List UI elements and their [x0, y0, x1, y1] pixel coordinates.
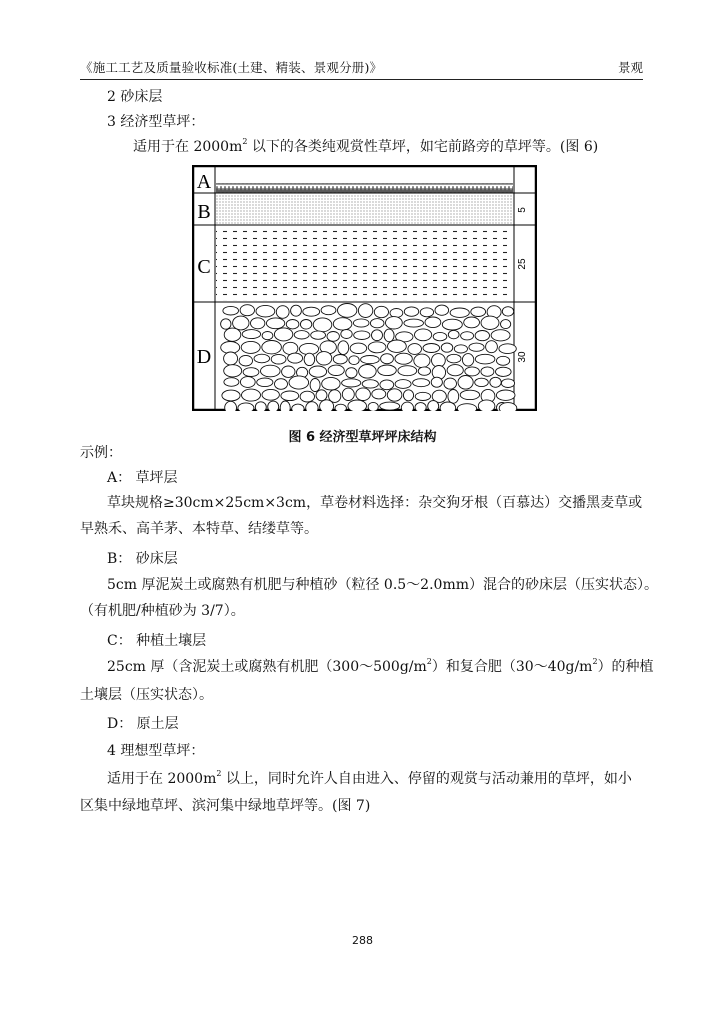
- gravel-stone: [254, 354, 270, 363]
- gravel-stone: [291, 305, 302, 316]
- gravel-stone: [457, 404, 476, 411]
- gravel-stone: [316, 352, 332, 365]
- gravel-stone: [350, 343, 367, 353]
- gravel-stone: [380, 402, 400, 410]
- gravel-stone: [306, 402, 318, 411]
- gravel-stone: [458, 376, 473, 390]
- gravel-stone: [311, 331, 326, 339]
- gravel-stone: [225, 401, 237, 411]
- gravel-stone: [390, 309, 403, 318]
- gravel-stone: [501, 320, 511, 329]
- gravel-stone: [316, 390, 327, 401]
- gravel-stone: [310, 379, 320, 392]
- gravel-stone: [408, 344, 422, 355]
- gravel-stone: [441, 343, 453, 352]
- gravel-stone: [464, 317, 480, 328]
- gravel-stone: [224, 328, 241, 341]
- gravel-stone: [388, 340, 407, 352]
- gravel-stone: [440, 402, 456, 411]
- gravel-stone: [292, 404, 304, 411]
- gravel-stone: [309, 366, 326, 377]
- gravel-stone: [475, 378, 489, 386]
- gravel-stone: [328, 365, 344, 375]
- gravel-stone: [313, 318, 332, 332]
- page-number: 288: [352, 934, 373, 947]
- text-line-12: 25cm 厚（含泥炭土或腐熟有机肥$(300\sim 500g/m^2)$和复合肥$(30\sim 40g/m^2)$的种植: [107, 657, 654, 675]
- gravel-stone: [368, 402, 378, 411]
- gravel-stone: [242, 389, 261, 401]
- gravel-stone: [304, 353, 315, 365]
- gravel-stone: [361, 356, 380, 364]
- gravel-stone: [243, 368, 259, 377]
- grass-layer-texture: [216, 183, 513, 193]
- text-line-7: 早熟禾、高羊茅、本特草、结缕草等。: [80, 521, 318, 537]
- header-rule: [80, 79, 643, 80]
- gravel-stone: [404, 319, 424, 327]
- gravel-stone: [374, 306, 388, 317]
- gravel-stone: [448, 390, 459, 404]
- dim-label-b: 5: [517, 207, 528, 213]
- gravel-stone: [338, 304, 357, 318]
- gravel-stone: [286, 320, 299, 329]
- gravel-stone: [281, 391, 299, 401]
- gravel-stone: [433, 332, 447, 340]
- gravel-stone: [271, 354, 286, 364]
- gravel-stone: [435, 305, 449, 315]
- gravel-stone: [418, 367, 430, 375]
- gravel-stone: [454, 345, 467, 353]
- gravel-stone: [251, 318, 265, 329]
- gravel-stone: [461, 332, 474, 340]
- gravel-stone: [342, 379, 361, 387]
- gravel-stone: [401, 402, 413, 411]
- gravel-stone: [486, 341, 498, 353]
- gravel-stone: [398, 366, 417, 376]
- gravel-stone: [256, 305, 275, 317]
- text-line-16: 适用于在 $2000m^2$ 以上，同时允许人自由进入、停留的观赏与活动兼用的草坪，如小: [107, 769, 632, 787]
- gravel-stone: [262, 332, 273, 340]
- gravel-stone: [384, 329, 394, 342]
- gravel-stone: [481, 316, 499, 329]
- gravel-stone: [462, 354, 473, 366]
- dim-label-d: 30: [517, 351, 528, 363]
- gravel-stone: [358, 304, 372, 318]
- text-line-11: C： 种植土壤层: [107, 633, 207, 649]
- gravel-stone: [425, 317, 441, 328]
- gravel-stone: [395, 380, 411, 389]
- gravel-stone: [403, 390, 413, 401]
- gravel-stone: [303, 307, 320, 316]
- gravel-stone: [497, 356, 510, 365]
- gravel-stone: [415, 403, 426, 411]
- gravel-stone: [239, 355, 252, 366]
- gravel-stone: [221, 319, 231, 329]
- gravel-stone: [320, 400, 334, 411]
- figure-caption: 图 6 经济型草坪坪床结构: [288, 430, 437, 445]
- gravel-stone: [499, 344, 516, 354]
- gravel-stone: [294, 331, 309, 339]
- gravel-stone: [224, 352, 238, 365]
- gravel-stone: [274, 328, 292, 341]
- gravel-stone: [499, 403, 517, 411]
- gravel-stone: [372, 389, 386, 399]
- gravel-stone: [282, 366, 295, 377]
- gravel-stone: [381, 354, 394, 364]
- gravel-stone: [386, 317, 403, 329]
- text-line-9: 5cm 厚泥炭土或腐熟有机肥与种植砂（粒径 0.5～2.0mm）混合的砂床层（压实状态）。: [107, 577, 659, 593]
- gravel-stone: [224, 365, 242, 377]
- gravel-stone: [368, 342, 386, 353]
- gravel-stone: [475, 331, 489, 341]
- gravel-stone: [300, 320, 311, 330]
- gravel-stone: [342, 388, 354, 400]
- text-line-10: （有机肥/种植砂为 3/7）。: [80, 603, 245, 619]
- gravel-stone: [415, 329, 432, 341]
- gravel-stone: [450, 308, 469, 317]
- gravel-stone: [387, 389, 402, 401]
- gravel-stone: [300, 391, 314, 402]
- gravel-stone: [465, 367, 480, 376]
- gravel-stone: [414, 354, 430, 367]
- gravel-stone: [478, 400, 495, 411]
- gravel-stone: [413, 379, 430, 387]
- gravel-stone: [242, 330, 260, 339]
- gravel-stone: [447, 365, 463, 376]
- gravel-stone: [370, 319, 384, 328]
- gravel-stone: [447, 354, 461, 363]
- gravel-stone: [348, 400, 367, 411]
- gravel-stone: [280, 401, 290, 411]
- layer-label-d: D: [196, 346, 212, 368]
- sand-layer-texture: [216, 194, 513, 224]
- gravel-stone: [475, 354, 495, 364]
- gravel-stone: [428, 401, 439, 411]
- gravel-stone: [349, 356, 359, 365]
- gravel-stone: [276, 306, 289, 319]
- gravel-stone: [288, 353, 303, 363]
- gravel-stone: [496, 367, 512, 376]
- text-line-1: 2 砂床层: [107, 89, 163, 105]
- gravel-stone: [333, 318, 352, 330]
- text-line-3: 适用于在 $2000m^2$ 以下的各类纯观赏性草坪，如宅前路旁的草坪等。(图 6): [133, 137, 599, 155]
- gravel-stone: [333, 355, 347, 364]
- gravel-stone: [481, 367, 494, 376]
- gravel-stone: [346, 368, 357, 378]
- gravel-stone: [380, 380, 394, 390]
- layer-label-c: C: [197, 256, 211, 278]
- text-line-8: B： 砂床层: [107, 551, 178, 567]
- text-line-15: 4 理想型草坪：: [107, 743, 205, 759]
- gravel-stone: [241, 341, 260, 353]
- gravel-stone: [471, 307, 486, 316]
- gravel-stone: [222, 390, 240, 401]
- gravel-stone: [257, 378, 273, 387]
- header-title: 《施工工艺及质量验收标准(土建、精装、景观分册)》: [80, 60, 383, 75]
- layer-label-b: B: [197, 201, 211, 223]
- gravel-stone: [321, 306, 336, 315]
- gravel-stone: [266, 318, 284, 329]
- gravel-stone: [268, 401, 279, 411]
- gravel-stone: [359, 365, 377, 379]
- gravel-stone: [420, 308, 433, 317]
- gravel-stone: [404, 307, 418, 316]
- gravel-stone: [444, 378, 457, 389]
- gravel-stone: [372, 330, 383, 341]
- text-line-4: 示例：: [80, 445, 122, 461]
- header-section: 景观: [617, 60, 643, 75]
- gravel-stone: [354, 331, 370, 340]
- gravel-stone: [395, 353, 412, 364]
- gravel-stone: [327, 332, 339, 342]
- gravel-stone: [262, 389, 279, 400]
- gravel-stone: [362, 380, 378, 388]
- gravel-stone: [353, 319, 369, 327]
- text-line-13: 土壤层（压实状态）。: [80, 687, 213, 703]
- gravel-stone: [341, 330, 352, 339]
- gravel-stone: [275, 379, 288, 390]
- gravel-stone: [501, 379, 514, 388]
- gravel-stone: [490, 377, 501, 387]
- soil-layer-texture: [216, 226, 513, 301]
- gravel-stone: [502, 307, 513, 316]
- gravel-stone: [496, 390, 515, 400]
- gravel-stone: [378, 365, 397, 376]
- gravel-stone: [262, 341, 282, 354]
- gravel-stone: [356, 388, 371, 401]
- gravel-stone: [442, 319, 462, 330]
- dim-label-c: 25: [517, 258, 528, 270]
- text-line-2: 3 经济型草坪：: [107, 114, 205, 130]
- gravel-stone: [423, 344, 440, 353]
- text-line-17: 区集中绿地草坪、滨河集中绿地草坪等。(图 7): [80, 798, 371, 814]
- gravel-stone: [233, 316, 249, 330]
- gravel-stone: [491, 330, 510, 341]
- gravel-stone: [431, 377, 442, 387]
- gravel-stone: [469, 343, 484, 351]
- gravel-stone: [448, 330, 459, 338]
- gravel-stone: [238, 403, 254, 411]
- text-line-14: D： 原土层: [107, 716, 179, 732]
- gravel-stone: [338, 341, 349, 355]
- gravel-stone: [460, 390, 479, 399]
- gravel-stone: [261, 365, 281, 377]
- text-line-6: 草块规格≥30cm×25cm×3cm，草卷材料选择：杂交狗牙根（百慕达）交播黑麦草或: [107, 495, 643, 511]
- gravel-stone: [240, 377, 255, 388]
- text-line-5: A： 草坪层: [107, 470, 178, 486]
- gravel-stone: [335, 404, 346, 411]
- gravel-stone: [240, 305, 254, 316]
- gravel-stone: [223, 306, 239, 315]
- gravel-stone: [224, 378, 239, 387]
- lawn-bed-structure-figure: [192, 165, 537, 411]
- gravel-stone: [322, 377, 340, 390]
- gravel-stone: [255, 402, 266, 411]
- layer-label-a: A: [196, 171, 212, 193]
- gravel-stone: [415, 392, 430, 400]
- gravel-stone: [289, 376, 309, 389]
